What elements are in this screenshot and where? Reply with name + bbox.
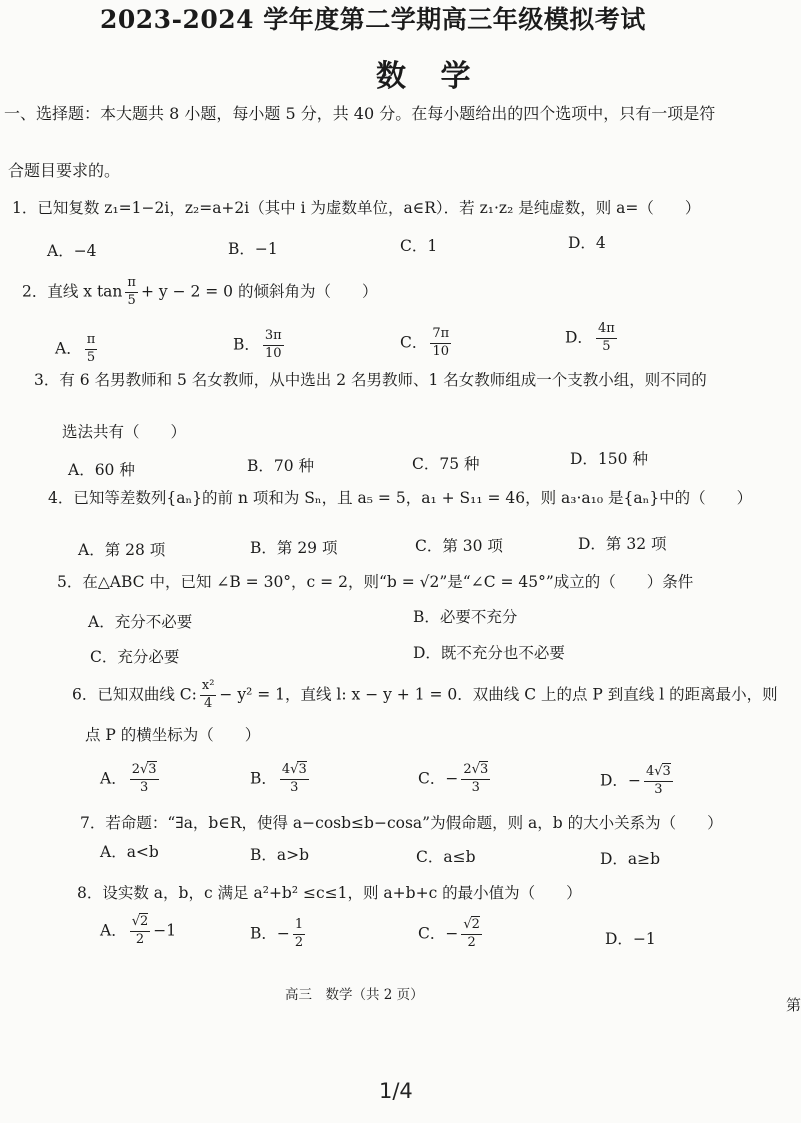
q6-option-d bbox=[600, 765, 676, 798]
fraction-denominator: 4 bbox=[204, 695, 213, 711]
sqrt-symbol: √ bbox=[471, 762, 480, 777]
sqrt-symbol: √ bbox=[654, 764, 663, 779]
q8-stem: 8．设实数 a，b，c 满足 a²+b² ≤c≤1，则 a+b+c 的最小值为（ ） bbox=[77, 884, 582, 902]
fraction-denominator: 10 bbox=[265, 345, 282, 361]
coefficient: 4 bbox=[645, 764, 655, 779]
option-label: B． bbox=[233, 335, 260, 354]
section-instructions-line2: 合题目要求的。 bbox=[8, 161, 121, 180]
fraction-numerator bbox=[461, 918, 482, 935]
option-fraction bbox=[430, 327, 451, 360]
q3-option-a: A．60 种 bbox=[68, 461, 135, 479]
option-sign: − bbox=[445, 924, 459, 943]
q6-option-c bbox=[418, 763, 493, 796]
fraction-numerator bbox=[130, 915, 151, 932]
option-value: −1 bbox=[632, 930, 656, 948]
cut-off-edge-text: 第 bbox=[786, 996, 801, 1014]
option-label: A． bbox=[100, 921, 127, 940]
q4-option-a: A．第 28 项 bbox=[78, 541, 166, 559]
radicand: 2 bbox=[140, 914, 149, 929]
option-fraction bbox=[461, 763, 490, 796]
option-label: D． bbox=[600, 771, 628, 790]
q3-stem-line1: 3．有 6 名男教师和 5 名女教师，从中选出 2 名男教师、1 名女教师组成一个支教小组，则不同的 bbox=[34, 371, 707, 389]
option-fraction bbox=[596, 322, 617, 355]
fraction-denominator: 3 bbox=[139, 779, 149, 795]
sqrt-symbol: √ bbox=[463, 917, 472, 932]
page-indicator: 1/4 bbox=[379, 1079, 413, 1103]
fraction-denominator: 10 bbox=[432, 343, 450, 359]
fraction-numerator bbox=[644, 765, 673, 782]
fraction-numerator: 3π bbox=[263, 329, 284, 346]
radicand: 3 bbox=[148, 762, 157, 777]
fraction-denominator: 5 bbox=[602, 338, 611, 354]
option-fraction bbox=[263, 329, 284, 362]
q6-stem-line2: 点 P 的横坐标为（ ） bbox=[85, 726, 261, 744]
q6-stem-text: 6．已知双曲线 C: bbox=[72, 685, 197, 704]
fraction-numerator: π bbox=[125, 276, 138, 293]
fraction-denominator: 3 bbox=[290, 779, 299, 795]
sqrt-symbol: √ bbox=[131, 914, 140, 929]
q8-option-b bbox=[250, 918, 308, 951]
option-label: A． bbox=[55, 339, 82, 358]
option-fraction bbox=[461, 918, 482, 951]
fraction-denominator: 5 bbox=[127, 292, 136, 308]
q8-option-a bbox=[100, 915, 176, 948]
option-tail: −1 bbox=[153, 921, 177, 940]
q2-option-d bbox=[565, 322, 620, 355]
fraction-denominator: 3 bbox=[471, 779, 480, 795]
q1-option-c: C．1 bbox=[400, 237, 438, 255]
radicand: 3 bbox=[298, 762, 307, 777]
coefficient: 2 bbox=[131, 762, 140, 777]
radicand: 2 bbox=[471, 917, 480, 932]
q1-option-a: A．−4 bbox=[47, 242, 97, 260]
q7-option-a: A．a<b bbox=[100, 843, 159, 861]
exam-title: 2023-2024 学年度第二学期高三年级模拟考试 bbox=[100, 5, 646, 34]
q8-option-c bbox=[418, 918, 485, 951]
fraction-numerator: π bbox=[85, 333, 98, 350]
option-sign: − bbox=[627, 771, 641, 790]
q6-stem-line1 bbox=[72, 679, 778, 712]
q2-stem-fraction bbox=[125, 276, 138, 309]
option-fraction bbox=[644, 765, 673, 798]
fraction-denominator: 2 bbox=[135, 931, 145, 947]
fraction-numerator: 7π bbox=[430, 327, 451, 344]
q7-option-b: B．a>b bbox=[250, 846, 310, 864]
q4-stem: 4．已知等差数列{aₙ}的前 n 项和为 Sₙ，且 a₅ = 5，a₁ + S₁₁ = 46，则 a₃·a₁₀ 是{aₙ}中的（ ） bbox=[48, 489, 753, 507]
q7-option-c: C．a≤b bbox=[416, 848, 476, 866]
option-label: C． bbox=[400, 333, 428, 352]
option-sign: − bbox=[445, 769, 459, 788]
fraction-denominator: 2 bbox=[294, 934, 304, 950]
fraction-numerator bbox=[461, 763, 490, 780]
option-fraction bbox=[130, 915, 151, 948]
option-fraction bbox=[85, 333, 98, 366]
q6-option-a bbox=[100, 763, 162, 796]
q2-option-c bbox=[400, 327, 454, 360]
q2-option-a bbox=[55, 333, 100, 366]
fraction-numerator: 4π bbox=[596, 322, 617, 339]
q3-option-d: D．150 种 bbox=[570, 450, 648, 468]
q4-option-c: C．第 30 项 bbox=[415, 537, 503, 555]
q7-option-d: D．a≥b bbox=[600, 850, 661, 868]
q5-option-a: A．充分不必要 bbox=[88, 613, 193, 631]
q3-option-c: C．75 种 bbox=[412, 455, 480, 473]
q2-option-b bbox=[233, 329, 287, 362]
q3-option-b: B．70 种 bbox=[247, 457, 315, 475]
option-label: D． bbox=[565, 328, 593, 347]
fraction-denominator: 5 bbox=[86, 349, 96, 365]
q6-stem-fraction bbox=[200, 679, 217, 712]
option-fraction bbox=[293, 918, 305, 951]
fraction-denominator: 2 bbox=[467, 934, 476, 950]
q4-option-b: B．第 29 项 bbox=[250, 539, 338, 557]
fraction-numerator bbox=[130, 763, 159, 780]
radicand: 3 bbox=[662, 764, 671, 779]
subject-title: 数 学 bbox=[376, 59, 471, 94]
option-fraction bbox=[280, 763, 309, 796]
option-label: B． bbox=[250, 924, 277, 943]
option-label: D． bbox=[605, 930, 633, 948]
q5-option-b: B．必要不充分 bbox=[413, 608, 518, 626]
fraction-numerator: x² bbox=[200, 679, 217, 696]
option-label: B． bbox=[250, 769, 277, 788]
q1-option-b: B．−1 bbox=[228, 240, 278, 258]
sqrt-symbol: √ bbox=[290, 762, 299, 777]
q5-option-d: D．既不充分也不必要 bbox=[413, 644, 565, 662]
q6-option-b bbox=[250, 763, 312, 796]
q5-option-c: C．充分必要 bbox=[90, 648, 180, 666]
q3-stem-line2: 选法共有（ ） bbox=[62, 423, 187, 441]
option-label: C． bbox=[418, 769, 446, 788]
q2-stem-text: 2．直线 x tan bbox=[22, 282, 123, 301]
q7-stem: 7．若命题：“∃a，b∈R，使得 a−cosb≤b−cosa”为假命题，则 a，b 的大小关系为（ ） bbox=[80, 814, 723, 832]
option-sign: − bbox=[276, 924, 290, 943]
q8-option-d bbox=[605, 930, 656, 949]
q2-stem bbox=[22, 276, 377, 309]
q4-option-d: D．第 32 项 bbox=[578, 535, 667, 553]
fraction-denominator: 3 bbox=[654, 781, 663, 797]
section-instructions-line1: 一、选择题：本大题共 8 小题，每小题 5 分，共 40 分。在每小题给出的四个选项中，只有一项是符 bbox=[4, 104, 716, 123]
q1-option-d: D．4 bbox=[568, 234, 606, 252]
fraction-numerator: 1 bbox=[293, 918, 305, 935]
q6-stem-text-after: − y² = 1，直线 l: x − y + 1 = 0．双曲线 C 上的点 P 到直线 l 的距离最小，则 bbox=[219, 685, 778, 704]
radicand: 3 bbox=[479, 762, 489, 777]
q2-stem-text-after: + y − 2 = 0 的倾斜角为（ ） bbox=[140, 282, 378, 301]
q1-stem: 1．已知复数 z₁=1−2i，z₂=a+2i（其中 i 为虚数单位，a∈R）．若 z₁·z₂ 是纯虚数，则 a=（ ） bbox=[12, 199, 701, 217]
q5-stem: 5．在△ABC 中，已知 ∠B = 30°，c = 2，则“b = √2”是“∠C = 45°”成立的（ ）条件 bbox=[57, 573, 694, 591]
fraction-numerator bbox=[280, 763, 309, 780]
sqrt-symbol: √ bbox=[139, 762, 149, 777]
option-label: C． bbox=[418, 924, 446, 943]
option-fraction bbox=[130, 763, 159, 796]
coefficient: 4 bbox=[281, 762, 291, 777]
option-label: A． bbox=[100, 769, 127, 788]
page-footer: 高三 数学（共 2 页） bbox=[285, 987, 424, 1003]
coefficient: 2 bbox=[463, 762, 472, 777]
